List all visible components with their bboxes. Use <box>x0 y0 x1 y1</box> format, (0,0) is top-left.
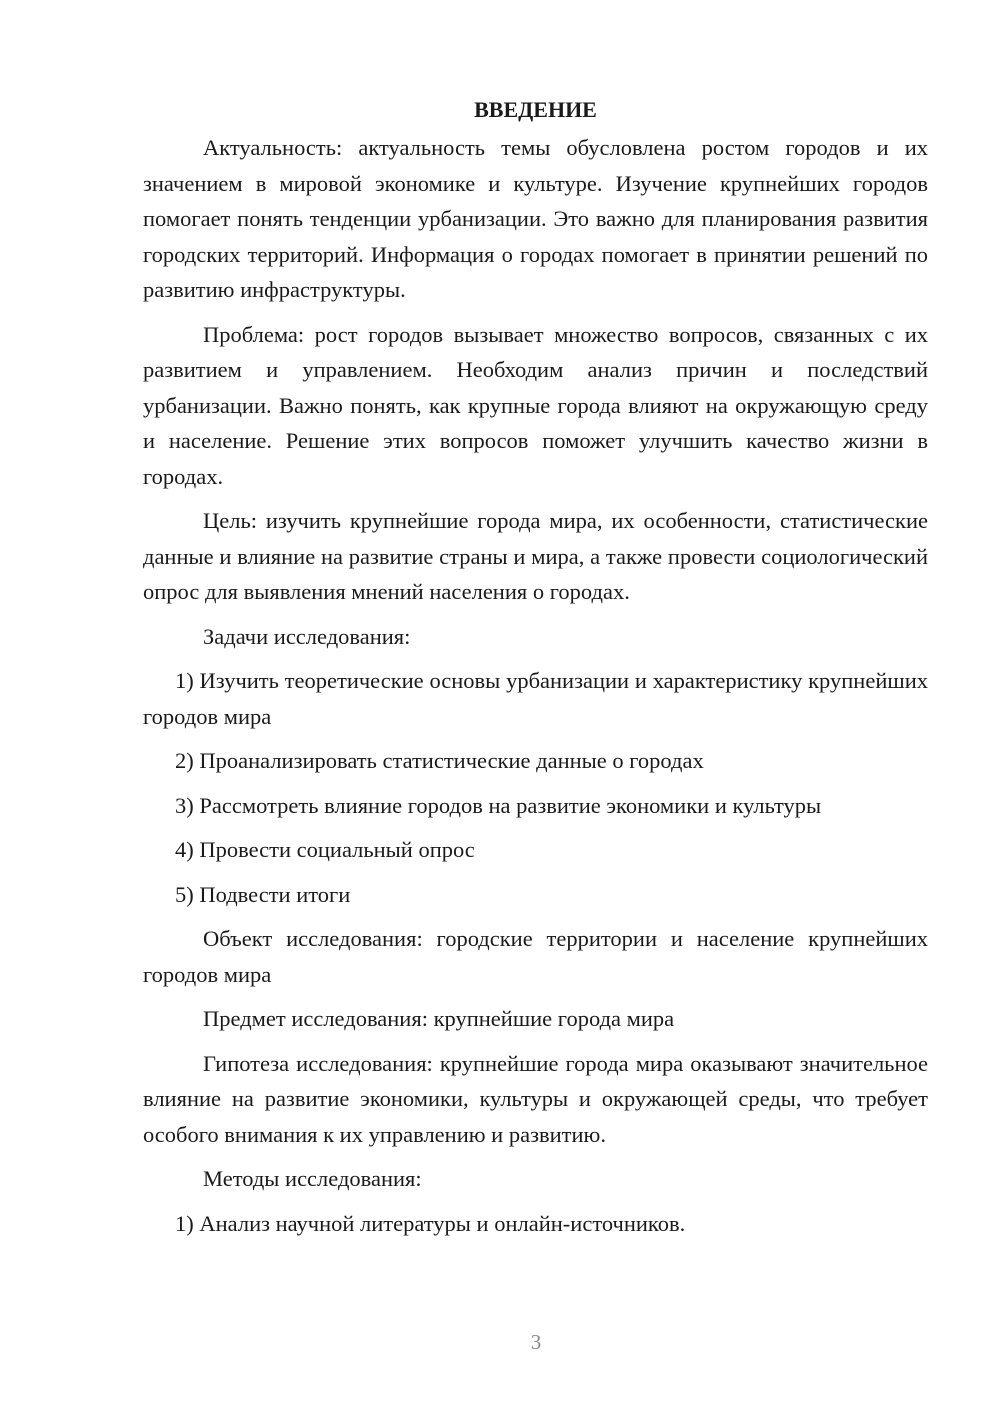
task-item-1: 1) Изучить теоретические основы урбанизации и характеристику крупнейших городов мира <box>143 668 928 729</box>
tasks-heading: Задачи исследования: <box>203 623 411 649</box>
task-item-2: 2) Проанализировать статистические данные о городах <box>175 748 704 773</box>
subject-paragraph: Предмет исследования: крупнейшие города мира <box>203 1006 675 1031</box>
hypothesis-paragraph: Гипотеза исследования: крупнейшие города мира оказывают значительное влияние на развитие экономики, культуры и окружающей среды, что требует особого внимания к их управлению и развитию. <box>143 1050 928 1147</box>
methods-heading: Методы исследования: <box>203 1166 422 1191</box>
object-paragraph: Объект исследования: городские территории и население крупнейших городов мира <box>143 926 928 987</box>
page-number: 3 <box>530 1330 542 1354</box>
page-title: ВВЕДЕНИЕ <box>474 97 597 122</box>
method-item-1: 1) Анализ научной литературы и онлайн-источников. <box>175 1210 686 1236</box>
relevance-paragraph: Актуальность: актуальность темы обусловлена ростом городов и их значением в мировой экономике и культуре. Изучение крупнейших городов помогает понять тенденции урбанизации. Это важно для планирования развития городских территорий. Информация о городах помогает в принятии решений по развитию инфраструктуры. <box>143 135 928 302</box>
problem-paragraph: Проблема: рост городов вызывает множество вопросов, связанных с их развитием и управлением. Необходим анализ причин и последствий урбанизации. Важно понять, как крупные города влияют на окружающую среду и население. Решение этих вопросов поможет улучшить качество жизни в городах. <box>143 321 928 489</box>
document-page <box>143 92 928 1250</box>
task-item-4: 4) Провести социальный опрос <box>175 837 475 862</box>
goal-paragraph: Цель: изучить крупнейшие города мира, их особенности, статистические данные и влияние на развитие страны и мира, а также провести социологический опрос для выявления мнений населения о городах. <box>143 508 928 604</box>
task-item-3: 3) Рассмотреть влияние городов на развитие экономики и культуры <box>175 792 822 818</box>
task-item-5: 5) Подвести итоги <box>175 881 351 907</box>
